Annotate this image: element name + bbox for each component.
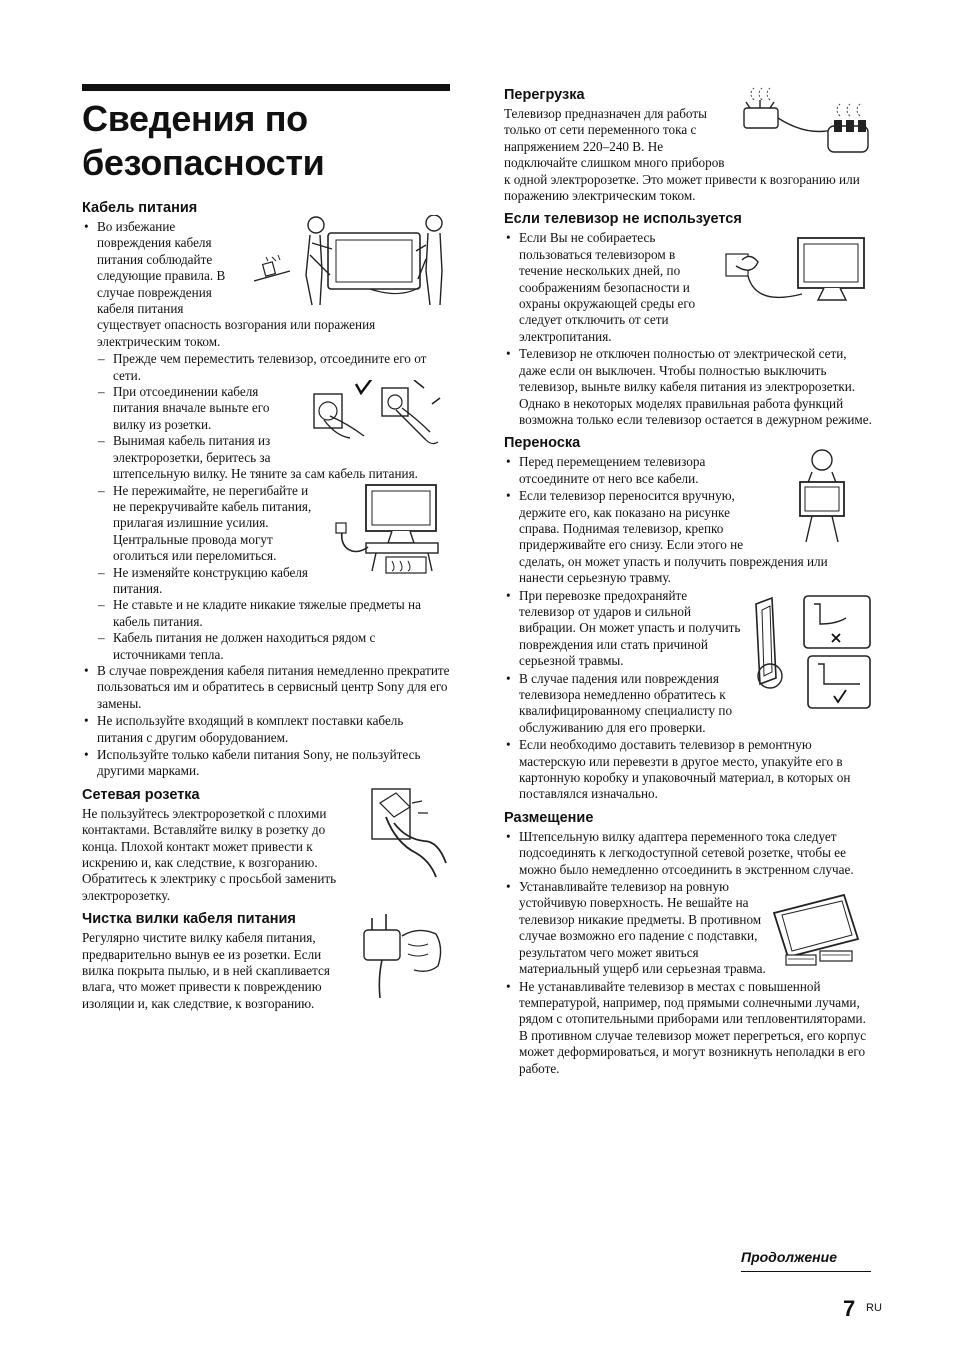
bullet-item: • Телевизор не отключен полностью от электрической сети, даже если он выключен. Чтобы полностью выключить телевизор, выньте вилку кабеля питания из электророзетки. Однако в некоторых моделях правильная работа функций возможна только если телевизор остается в дежурном режиме. bbox=[504, 346, 872, 428]
dash-item: – Кабель питания не должен находиться рядом с источниками тепла. bbox=[97, 630, 450, 663]
heading-cleaning: Чистка вилки кабеля питания bbox=[82, 911, 296, 928]
dash-item: – При отсоединении кабеля питания вначале выньте его вилку из розетки. bbox=[97, 384, 450, 433]
heading-unused: Если телевизор не используется bbox=[504, 211, 742, 228]
continued-label: Продолжение bbox=[741, 1249, 871, 1272]
bullet-item: • В случае повреждения кабеля питания немедленно прекратите пользоваться им и обратитесь в сервисный центр Sony для его замены. bbox=[82, 663, 450, 712]
overloaded-outlet-illustration bbox=[736, 86, 872, 164]
bullet-item: • Устанавливайте телевизор на ровную устойчивую поверхность. Не вешайте на телевизор никакие предметы. В противном случае возможно его падение с подставки, результатом чего может явиться материальный ущерб или серьезная травма. bbox=[504, 879, 872, 977]
heading-placement: Размещение bbox=[504, 809, 594, 826]
bullet-item: • Перед перемещением телевизора отсоедините от него все кабели. bbox=[504, 454, 872, 487]
bullet-item: • Не устанавливайте телевизор в местах с повышенной температурой, например, под прямыми солнечными лучами, рядом с отопительными приборами или тепловентиляторами. В противном случае телевизор может перегреться, его корпус может деформироваться, и могут возникнуть неполадки в его работе. bbox=[504, 979, 872, 1077]
unused-group bbox=[504, 230, 872, 345]
bullet-item: • Если Вы не собираетесь пользоваться телевизором в течение нескольких дней, по соображениям безопасности и охраны окружающей среды его следует отключить от сети электропитания. bbox=[504, 230, 872, 345]
bullet-item: • Штепсельную вилку адаптера переменного тока следует подсоединять к легкодоступной сетевой розетке, чтобы ее можно было немедленно отсоединить в экстренном случае. bbox=[504, 829, 872, 878]
heading-power-cable: Кабель питания bbox=[82, 200, 198, 216]
page-number: 7 bbox=[843, 1296, 856, 1321]
dash-item: – Вынимая кабель питания из электророзетки, беритесь за штепсельную вилку. Не тяните за сам кабель питания. bbox=[97, 433, 450, 482]
bullet-item: • Если необходимо доставить телевизор в ремонтную мастерскую или перевезти в другое место, упакуйте его в картонную коробку и упаковочный материал, в которых он поставлялся изначально. bbox=[504, 737, 872, 803]
dash-item: – Не изменяйте конструкцию кабеля питания. bbox=[97, 565, 450, 598]
overload-text: Телевизор предназначен для работы только от сети переменного тока с напряжением 220–240 В. Не подключайте слишком много приборов к одной электророзетке. Это может привести к возгоранию или поражению электрическим током. bbox=[504, 106, 860, 204]
bullet-item: • Не используйте входящий в комплект поставки кабель питания с другим оборудованием. bbox=[82, 713, 450, 746]
dash-group-with-tv-figure bbox=[97, 483, 450, 565]
bullet-item: • В случае падения или повреждения телевизора немедленно обратитесь к квалифицированному специалисту по обслуживанию для его проверки. bbox=[504, 671, 872, 737]
left-column bbox=[82, 84, 450, 1012]
title-rule bbox=[82, 84, 450, 91]
language-code: RU bbox=[866, 1302, 882, 1314]
right-column bbox=[504, 80, 872, 1078]
dash-item: – Не пережимайте, не перегибайте и не перекручивайте кабель питания, прилагая излишние усилия. Центральные провода могут оголиться или переломиться. bbox=[97, 483, 450, 565]
bullet-item: • Используйте только кабели питания Sony, не пользуйтесь другими марками. bbox=[82, 747, 450, 780]
carrying-group bbox=[504, 454, 872, 586]
cleaning-plug-illustration bbox=[358, 908, 450, 1000]
transport-group bbox=[504, 588, 872, 737]
outlet-text: Не пользуйтесь электророзеткой с плохими контактами. Вставляйте вилку в розетку до конца. Плохой контакт может привести к искрению и, как следствие, к возгоранию. Обратитесь к электрику с просьбой заменить электророзетку. bbox=[82, 805, 337, 903]
heading-overload: Перегрузка bbox=[504, 87, 585, 103]
heading-outlet: Сетевая розетка bbox=[82, 786, 200, 803]
cleaning-text: Регулярно чистите вилку кабеля питания, предварительно вынув ее из розетки. Если вилка покрыта пылью, и в ней скапливается влага, что может привести к повреждению изоляции и, как следствие, к возгоранию. bbox=[82, 930, 330, 1011]
page-title: Сведения по безопасности bbox=[82, 98, 325, 183]
bullet-item: • Если телевизор переносится вручную, держите его, как показано на рисунке справа. Поднимая телевизор, крепко придерживайте его снизу. Если этого не сделать, он может упасть и получить повреждения или нанести серьезную травму. bbox=[504, 488, 872, 586]
bullet-item: • При перевозке предохраняйте телевизор от ударов и сильной вибрации. Он может упасть и получить повреждения или стать причиной серьезной травмы. bbox=[504, 588, 872, 670]
bullet-power-cable-intro: • Во избежание повреждения кабеля питания соблюдайте следующие правила. В случае повреждения кабеля питания существует опасность возгорания или поражения электрическим током. bbox=[82, 219, 450, 350]
dash-group-with-plug-figure bbox=[97, 384, 450, 482]
dash-item: – Прежде чем переместить телевизор, отсоедините его от сети. bbox=[97, 351, 450, 384]
dash-item: – Не ставьте и не кладите никакие тяжелые предметы на кабель питания. bbox=[97, 597, 450, 630]
heading-carrying: Переноска bbox=[504, 435, 581, 452]
plug-in-outlet-illustration bbox=[366, 783, 450, 881]
placement-group bbox=[504, 879, 872, 977]
